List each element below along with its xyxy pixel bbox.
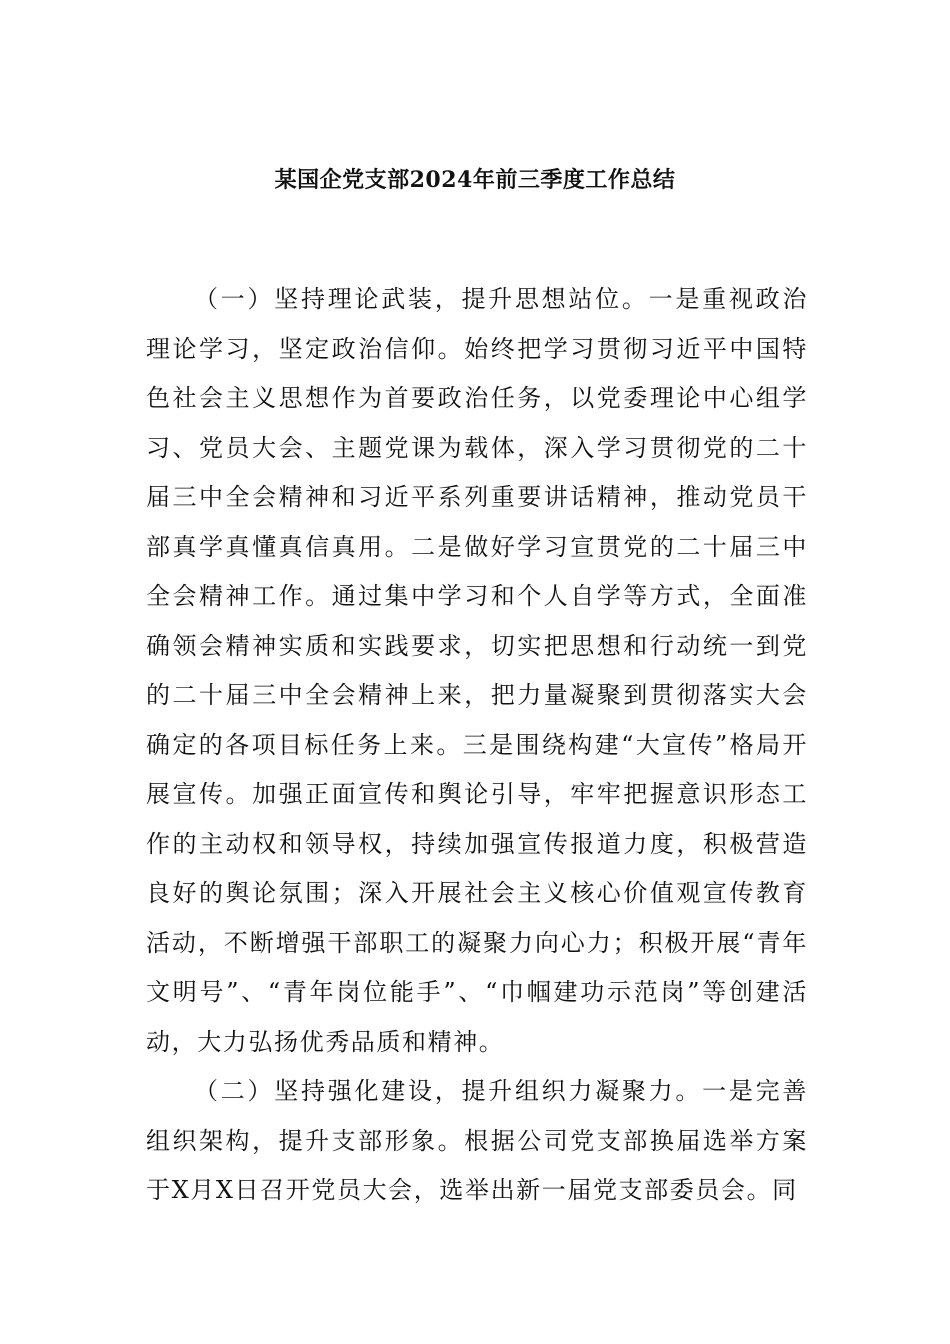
document-body	[146, 275, 808, 1216]
document-title: 某国企党支部2024年前三季度工作总结	[274, 167, 676, 193]
paragraph-1: （一）坚持理论武装，提升思想站位。一是重视政治理论学习，坚定政治信仰。始终把学习贯彻习近平中国特色社会主义思想作为首要政治任务，以党委理论中心组学习、党员大会、主题党课为载体，深入学习贯彻党的二十届三中全会精神和习近平系列重要讲话精神，推动党员干部真学真懂真信真用。二是做好学习宣贯党的二十届三中全会精神工作。通过集中学习和个人自学等方式，全面准确领会精神实质和实践要求，切实把思想和行动统一到党的二十届三中全会精神上来，把力量凝聚到贯彻落实大会确定的各项目标任务上来。三是围绕构建“大宣传”格局开展宣传。加强正面宣传和舆论引导，牢牢把握意识形态工作的主动权和领导权，持续加强宣传报道力度，积极营造良好的舆论氛围；深入开展社会主义核心价值观宣传教育活动，不断增强干部职工的凝聚力向心力；积极开展“青年文明号”、“青年岗位能手”、“巾帼建功示范岗”等创建活动，大力弘扬优秀品质和精神。	[146, 285, 808, 1056]
paragraph-2: （二）坚持强化建设，提升组织力凝聚力。一是完善组织架构，提升支部形象。根据公司党支部换届选举方案于X月X日召开党员大会，选举出新一届党支部委员会。同	[146, 1077, 808, 1204]
